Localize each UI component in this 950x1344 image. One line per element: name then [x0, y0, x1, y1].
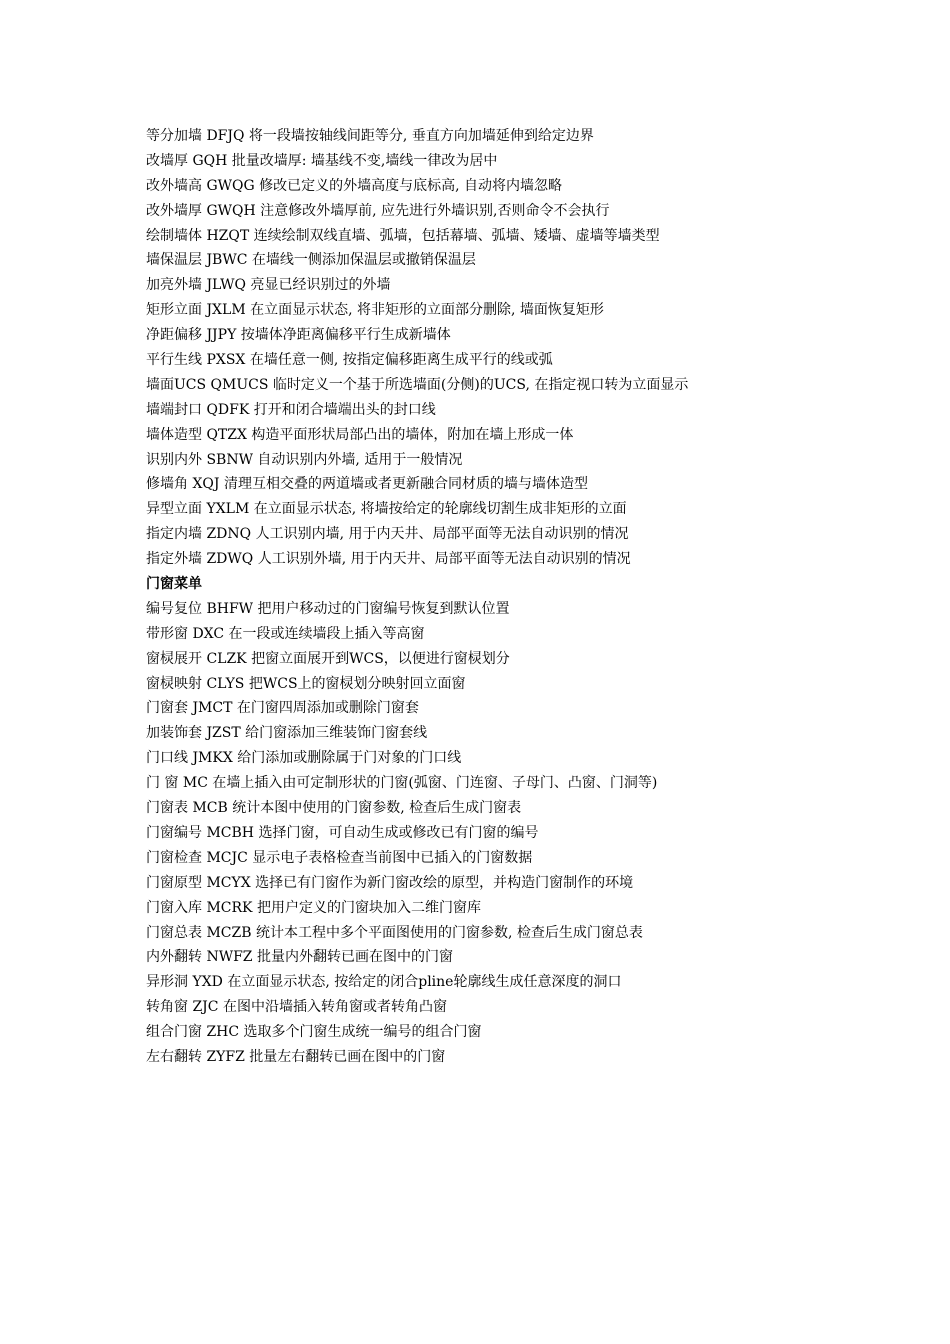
list-item: 门窗套 JMCT 在门窗四周添加或删除门窗套	[146, 700, 419, 717]
wall-commands-list	[146, 124, 926, 572]
list-item: 墙端封口 QDFK 打开和闭合墙端出头的封口线	[146, 401, 436, 418]
list-item: 异形洞 YXD 在立面显示状态, 按给定的闭合pline轮廓线生成任意深度的洞口	[146, 974, 622, 991]
list-item: 墙面UCS QMUCS 临时定义一个基于所选墙面(分侧)的UCS, 在指定视口转为立面显示	[146, 376, 689, 393]
list-item: 改外墙高 GWQG 修改已定义的外墙高度与底标高, 自动将内墙忽略	[146, 177, 563, 194]
list-item: 门窗入库 MCRK 把用户定义的门窗块加入二维门窗库	[146, 899, 481, 916]
list-item: 异型立面 YXLM 在立面显示状态, 将墙按给定的轮廓线切割生成非矩形的立面	[146, 501, 627, 518]
section-heading: 门窗菜单	[146, 576, 202, 593]
list-item: 门 窗 MC 在墙上插入由可定制形状的门窗(弧窗、门连窗、子母门、凸窗、门洞等)	[146, 775, 658, 792]
list-item: 指定外墙 ZDWQ 人工识别外墙, 用于内天井、局部平面等无法自动识别的情况	[146, 551, 631, 568]
list-item: 墙体造型 QTZX 构造平面形状局部凸出的墙体，附加在墙上形成一体	[146, 426, 574, 443]
list-item: 绘制墙体 HZQT 连续绘制双线直墙、弧墙，包括幕墙、弧墙、矮墙、虚墙等墙类型	[146, 227, 660, 244]
list-item: 组合门窗 ZHC 选取多个门窗生成统一编号的组合门窗	[146, 1024, 482, 1041]
list-item: 窗棂展开 CLZK 把窗立面展开到WCS，以便进行窗棂划分	[146, 650, 510, 667]
list-item: 改墙厚 GQH 批量改墙厚: 墙基线不变,墙线一律改为居中	[146, 152, 498, 169]
list-item: 门窗总表 MCZB 统计本工程中多个平面图使用的门窗参数, 检查后生成门窗总表	[146, 924, 643, 941]
list-item: 等分加墙 DFJQ 将一段墙按轴线间距等分, 垂直方向加墙延伸到给定边界	[146, 128, 594, 144]
list-item: 改外墙厚 GWQH 注意修改外墙厚前, 应先进行外墙识别,否则命令不会执行	[146, 202, 610, 219]
list-item: 指定内墙 ZDNQ 人工识别内墙, 用于内天井、局部平面等无法自动识别的情况	[146, 526, 629, 543]
list-item: 门窗原型 MCYX 选择已有门窗作为新门窗改绘的原型，并构造门窗制作的环境	[146, 874, 634, 891]
list-item: 识别内外 SBNW 自动识别内外墙, 适用于一般情况	[146, 451, 463, 468]
list-item: 净距偏移 JJPY 按墙体净距离偏移平行生成新墙体	[146, 327, 451, 344]
list-item: 左右翻转 ZYFZ 批量左右翻转已画在图中的门窗	[146, 1048, 446, 1065]
document-page	[146, 124, 926, 1070]
list-item: 窗棂映射 CLYS 把WCS上的窗棂划分映射回立面窗	[146, 675, 466, 692]
list-item: 修墙角 XQJ 清理互相交叠的两道墙或者更新融合同材质的墙与墙体造型	[146, 476, 588, 493]
list-item: 内外翻转 NWFZ 批量内外翻转已画在图中的门窗	[146, 949, 453, 966]
list-item: 加装饰套 JZST 给门窗添加三维装饰门窗套线	[146, 725, 428, 742]
list-item: 矩形立面 JXLM 在立面显示状态, 将非矩形的立面部分删除, 墙面恢复矩形	[146, 302, 604, 319]
list-item: 墙保温层 JBWC 在墙线一侧添加保温层或撤销保温层	[146, 252, 476, 269]
list-item: 门口线 JMKX 给门添加或删除属于门对象的门口线	[146, 750, 462, 767]
list-item: 转角窗 ZJC 在图中沿墙插入转角窗或者转角凸窗	[146, 999, 447, 1016]
door-window-commands-list	[146, 597, 926, 1070]
list-item: 平行生线 PXSX 在墙任意一侧, 按指定偏移距离生成平行的线或弧	[146, 352, 553, 369]
list-item: 门窗检查 MCJC 显示电子表格检查当前图中已插入的门窗数据	[146, 849, 533, 866]
list-item: 编号复位 BHFW 把用户移动过的门窗编号恢复到默认位置	[146, 600, 510, 617]
list-item: 门窗编号 MCBH 选择门窗，可自动生成或修改已有门窗的编号	[146, 824, 539, 841]
list-item: 带形窗 DXC 在一段或连续墙段上插入等高窗	[146, 625, 425, 642]
list-item: 加亮外墙 JLWQ 亮显已经识别过的外墙	[146, 277, 391, 294]
list-item: 门窗表 MCB 统计本图中使用的门窗参数, 检查后生成门窗表	[146, 800, 522, 817]
